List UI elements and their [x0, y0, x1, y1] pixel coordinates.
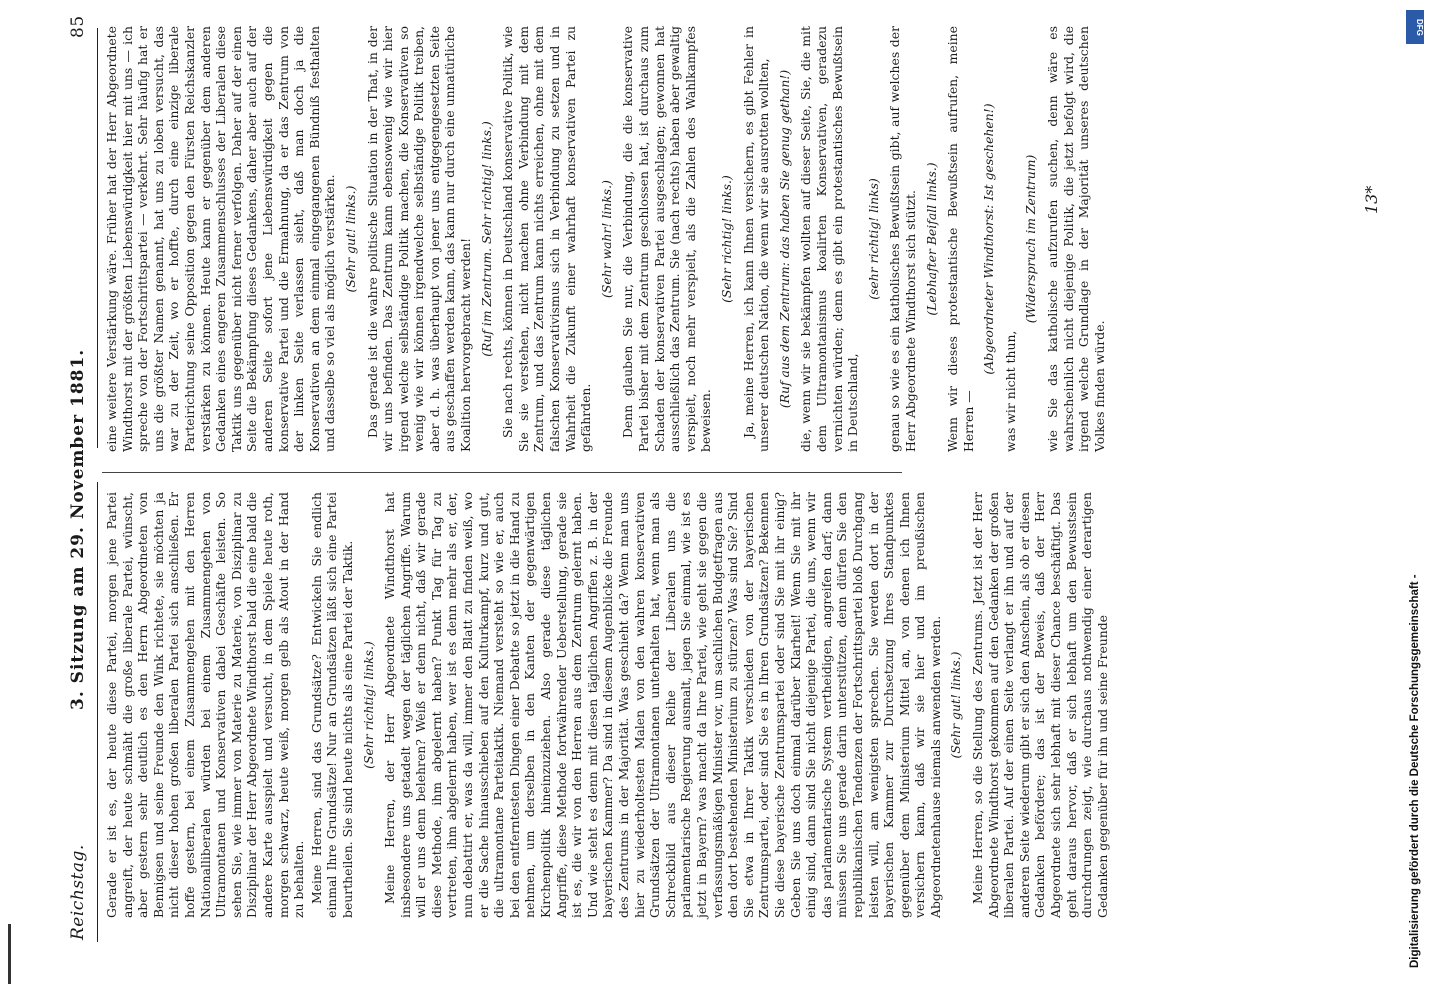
header-left: Reichstag. — [68, 844, 88, 940]
paragraph: was wir nicht thun, — [1002, 330, 1018, 452]
paragraph: Wenn wir dieses protestantische Bewußtsein aufrufen, meine Herren — — [945, 26, 976, 452]
interjection: (Sehr richtig! links.) — [360, 641, 376, 769]
paragraph: wie Sie das katholische aufzurufen suchen, denn wäre es wahrscheinlich nicht diejenige Politik, die jetzt befolgt wird, die irgend welche Grundlage in der Majorität unseres deutschen Volkes finden würde. — [1045, 26, 1107, 452]
paragraph: die, wenn wir sie bekämpfen wollten auf dieser Seite, Sie, die mit dem Ultramontanismus koalirten Konservativen, geradezu vernichten würden; denn es gibt ein protestantisches Bewußtsein in Deutschland, — [798, 26, 861, 452]
interjection: (Abgeordneter Windthorst: Ist geschehen!) — [981, 103, 997, 375]
paragraph: Denn glauben Sie nur, die Verbindung, die die konservative Partei bisher mit dem Zentrum geschlossen hat, ist durchaus zum Schaden der konservativen Partei ausgeschlagen; gewonnen hat ausschließlich das Zentrum. Sie (nach rechts) haben aber gewaltig verspielt, noch mehr verspielt, als die Zahlen des Wahlkampfes beweisen. — [620, 26, 714, 452]
page-number: 85 — [68, 15, 88, 38]
dfg-credit-strip — [1404, 8, 1426, 968]
interjection: (Widerspruch im Zentrum) — [1023, 154, 1039, 324]
interjection: (Lebhafter Beifall links.) — [923, 162, 939, 316]
interjection: (Ruf im Zentrum. Sehr richtig! links.) — [478, 121, 494, 357]
paragraph: Ja, meine Herren, ich kann Ihnen versichern, es gibt Fehler in unserer deutschen Nation, die wenn wir sie ausrotten wollten, — [740, 26, 772, 452]
paragraph: Das gerade ist die wahre politische Situation in der That, in der wir uns befinden. Das Zentrum kann ebensowenig wie wir hier irgend welche selbständige Politik machen, die Konservativen so wenig wie wir können irgendwelche selbständige Politik treiben, aber d. h. was überhaupt von jener uns entgegengesetzten Seite aus geschaffen werden kann, das kann nur durch eine unnatürliche Koalition hervorgebracht werden! — [364, 26, 474, 452]
dfg-credit-text: Digitalisierung gefördert durch die Deutsche Forschungsgemeinschaft - — [1409, 574, 1421, 968]
scan-edge-mark — [8, 924, 11, 984]
paragraph: Meine Herren, so die Stellung des Zentrums. Jetzt ist der Herr Abgeordnete Windthorst gekommen auf den Gedanken der großen liberalen Partei. Auf der einen Seite verlangt er ihn und auf der anderen Seite wiederum gibt er sich den Anschein, als ob er diesen Gedanken befördere; das ist der Beweis, daß der Herr Abgeordnete sich sehr lebhaft mit dieser Chance beschäftigt. Das geht daraus hervor, daß er sich lebhaft um den Bewusstsein durchdrungen zeigt, wie durchaus nothwendig einer derartigen Gedanken gegenüber für ihn und seine Freunde — [970, 492, 1110, 918]
paragraph: eine weitere Verstärkung wäre. Früher hat der Herr Abgeordnete Windthorst mit der größten Liebenswürdigkeit hier mit uns — ich spreche von der Fortschrittspartei — verkehrt. Sehr häufig hat er uns die größter Namen genannt, hat uns zu loben versucht, das war zu der Zeit, wo er hoffte, durch eine einzige liberale Parteirichtung seine Opposition gegen den Fürsten Reichskanzler verstärken zu können. Heute kann er gegenüber dem anderen Gedanken eines engeren Zusammenschlusses der Liberalen diese Taktik uns gegenüber nicht ferner verfolgen. Daher auf der einen Seite die Bekämpfung dieses Gedankens, daher aber auch auf der anderen Seite sofort jene Liebenswürdigkeit gegen die konservative Partei und die Ermahnung, da er das Zentrum von der linken Seite verlassen sieht, daß man doch ja die Konservativen an dem einmal eingegangenen Bündniß festhalten und dasselbe so viel als möglich verstärken. — [104, 26, 338, 452]
interjection: (Sehr gut! links.) — [342, 185, 358, 293]
interjection: (Sehr gut! links.) — [948, 651, 964, 759]
header-rule-right — [97, 28, 98, 448]
interjection: (Sehr richtig! links.) — [718, 175, 734, 303]
column-divider — [102, 472, 902, 473]
paragraph: Gerade er ist es, der heute diese Partei, morgen jene Partei angreift, der heute schmäht die große liberale Partei, wünscht, aber gestern sehr deutlich es den Herrn Abgeordneten von Bennigsen und seine Freunde den Wink richtete, sie möchten ja nicht dieser hohen großen liberalen Partei sich anschließen. Er hoffe gestern, bei einem Zusammengehen mit den Herren Nationalliberalen würden bei einem Zusammengehen von Ultramontanen und Konservativen dabei Geschäfte leisten. So sehen Sie, wie immer von Materie zu Materie, von Disziplinar zu Disziplinar der Herr Abgeordnete Windthorst bald die eine bald die andere Karte ausspielt und versucht, in dem Spiele heute roth, morgen schwarz, heute weiß, morgen gelb als Atout in der Hand zu behalten. — [104, 492, 307, 918]
header-rule-left — [97, 482, 98, 942]
interjection: (Ruf aus dem Zentrum: das haben Sie genug gethan!) — [776, 69, 792, 409]
paragraph: Meine Herren, der Herr Abgeordnete Windthorst hat insbesondere uns getadelt wegen der täglichen Angriffe. Warum will er uns denn belehren? Weiß er denn nicht, daß wir gerade diese Methode, ihm abgelernt haben? Punkt Tag für Tag zu vertreten, ihm abgelernt haben, wer ist es denn mehr als er, der, nun debattirt er, was da will, immer den Blatt zu finden weiß, wo er die Sache hinausschieben auf den Kulturkampf, kurz und gut, die ultramontane Parteitaktik. Niemand versteht so wie er, auch bei den entferntesten Dingen einer Debatte so jetzt in die Hand zu nehmen, um derselben in den Kanten der gegenwärtigen Kirchenpolitik hineinzuziehen. Also gerade diese täglichen Angriffe, diese Methode fortwährender Ueberstellung, gerade sie ist es, die wir von den Herren aus dem Zentrum gelernt haben. Und wie steht es denn mit diesen täglichen Angriffen z. B. in der bayerischen Kammer? Da sind in diesem Augenblicke die Freunde des Zentrums in der Majorität. Was geschieht da? Wenn man uns hier zu wiederholtesten Malen von den wahren konservativen Grundsätzen der Ultramontanen unterhalten hat, wenn man als Schreckbild aus dieser Reihe der Liberalen uns die parlamentarische Regierung ausmalt, jagen Sie einmal, wie ist es jetzt in Bayern? was macht da Ihre Partei, wie geht sie gegen die verfassungsmäßigen Minister vor, um sachlichen Budgetfragen aus den dort bestehenden Ministerium zu stürzen? Was sind Sie? Sind Sie etwa in Ihrer Taktik verschieden von der bayerischen Zentrumspartei, oder sind Sie es in Ihren Grundsätzen? Bekennen Sie diese bayerische Zentrumspartei oder sind Sie mit ihr einig? Geben Sie uns doch einmal darüber Klarheit! Wenn Sie mit ihr einig sind, dann sind Sie nicht diejenige Partei, die uns, wenn wir das parlamentarische System vertheidigen, angreifen darf; dann müssen Sie uns gerade darin unterstützen, denn dürfen Sie den republikanischen Tendenzen der Fortschrittspartei bloß Durchgang leisten will, am wenigsten sprechen. Sie werden dort in der bayerischen Kammer zur Durchsetzung Ihres Standpunktes gegenüber dem Ministerium Mittel an, von denen ich Ihnen versichern kann, daß wir sie hier und im preußischen Abgeordnetenhause niemals anwenden werden. — [382, 492, 943, 918]
interjection: (sehr richtig! links) — [865, 178, 881, 300]
paragraph: Meine Herren, sind das Grundsätze? Entwickeln Sie endlich einmal Ihre Grundsätze! Nur an Grundsätzen läßt sich eine Partei beurtheilen. Sie sind heute nichts als eine Partei der Taktik. — [308, 492, 355, 918]
paragraph: genau so wie es ein katholisches Bewußtsein gibt, auf welches der Herr Abgeordnete Windthorst sich stützt. — [887, 26, 918, 452]
interjection: (Sehr wahr! links.) — [598, 180, 614, 298]
header-center: 3. Sitzung am 29. November 1881. — [68, 348, 88, 710]
left-column — [104, 492, 1112, 918]
dfg-logo: DFG — [1406, 10, 1424, 44]
paragraph: Sie nach rechts, können in Deutschland konservative Politik, wie Sie sie verstehen, nicht machen ohne Verbindung mit dem Zentrum, und das Zentrum kann nichts erreichen, ohne mit dem falschen Konservativismus sich in Verbindung zu setzen und in Wahrheit die Zukunft einer wahrhaft konservativen Partei zu gefährden. — [500, 26, 594, 452]
right-column — [104, 26, 1109, 452]
running-header — [68, 0, 98, 1000]
page-signature: 13* — [1362, 185, 1381, 214]
